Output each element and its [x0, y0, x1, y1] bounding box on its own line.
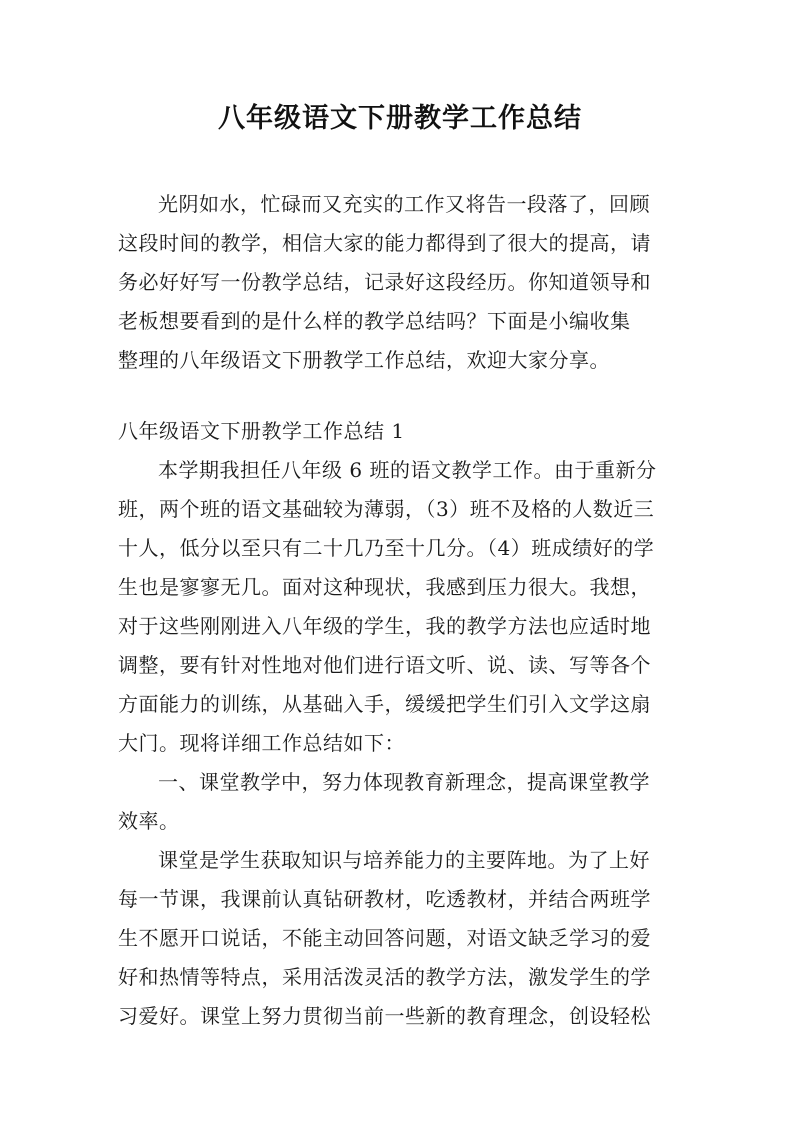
body-line: 十人，低分以至只有二十几乃至十几分。（4）班成绩好的学 [118, 536, 655, 560]
body-line: 方面能力的训练，从基础入手，缓缓把学生们引入文学这扇 [118, 692, 651, 716]
body-line: 效率。 [118, 809, 180, 833]
intro-line: 这段时间的教学，相信大家的能力都得到了很大的提高，请 [118, 231, 651, 255]
body-line: 一、课堂教学中，努力体现教育新理念，提高课堂教学 [158, 770, 650, 794]
body-line: 班，两个班的语文基础较为薄弱，（3）班不及格的人数近三 [118, 497, 655, 521]
body-line: 习爱好。课堂上努力贯彻当前一些新的教育理念，创设轻松 [118, 1004, 651, 1028]
intro-line: 整理的八年级语文下册教学工作总结，欢迎大家分享。 [118, 348, 610, 372]
body-line: 好和热情等特点，采用活泼灵活的教学方法，激发学生的学 [118, 965, 651, 989]
body-line: 课堂是学生获取知识与培养能力的主要阵地。为了上好 [158, 848, 650, 872]
body-line: 每一节课，我课前认真钻研教材，吃透教材，并结合两班学 [118, 887, 651, 911]
body-line: 生不愿开口说话，不能主动回答问题，对语文缺乏学习的爱 [118, 926, 651, 950]
intro-line: 务必好好写一份教学总结，记录好这段经历。你知道领导和 [118, 270, 651, 294]
body-line: 本学期我担任八年级 6 班的语文教学工作。由于重新分 [158, 458, 657, 482]
section-heading: 八年级语文下册教学工作总结 1 [118, 419, 405, 443]
document-title: 八年级语文下册教学工作总结 [218, 103, 582, 134]
body-line: 大门。现将详细工作总结如下： [118, 731, 405, 755]
body-line: 调整，要有针对性地对他们进行语文听、说、读、写等各个 [118, 653, 651, 677]
intro-line: 老板想要看到的是什么样的教学总结吗？下面是小编收集 [118, 309, 631, 333]
body-line: 对于这些刚刚进入八年级的学生，我的教学方法也应适时地 [118, 614, 651, 638]
intro-line: 光阴如水，忙碌而又充实的工作又将告一段落了，回顾 [158, 192, 650, 216]
body-line: 生也是寥寥无几。面对这种现状，我感到压力很大。我想， [118, 575, 651, 599]
